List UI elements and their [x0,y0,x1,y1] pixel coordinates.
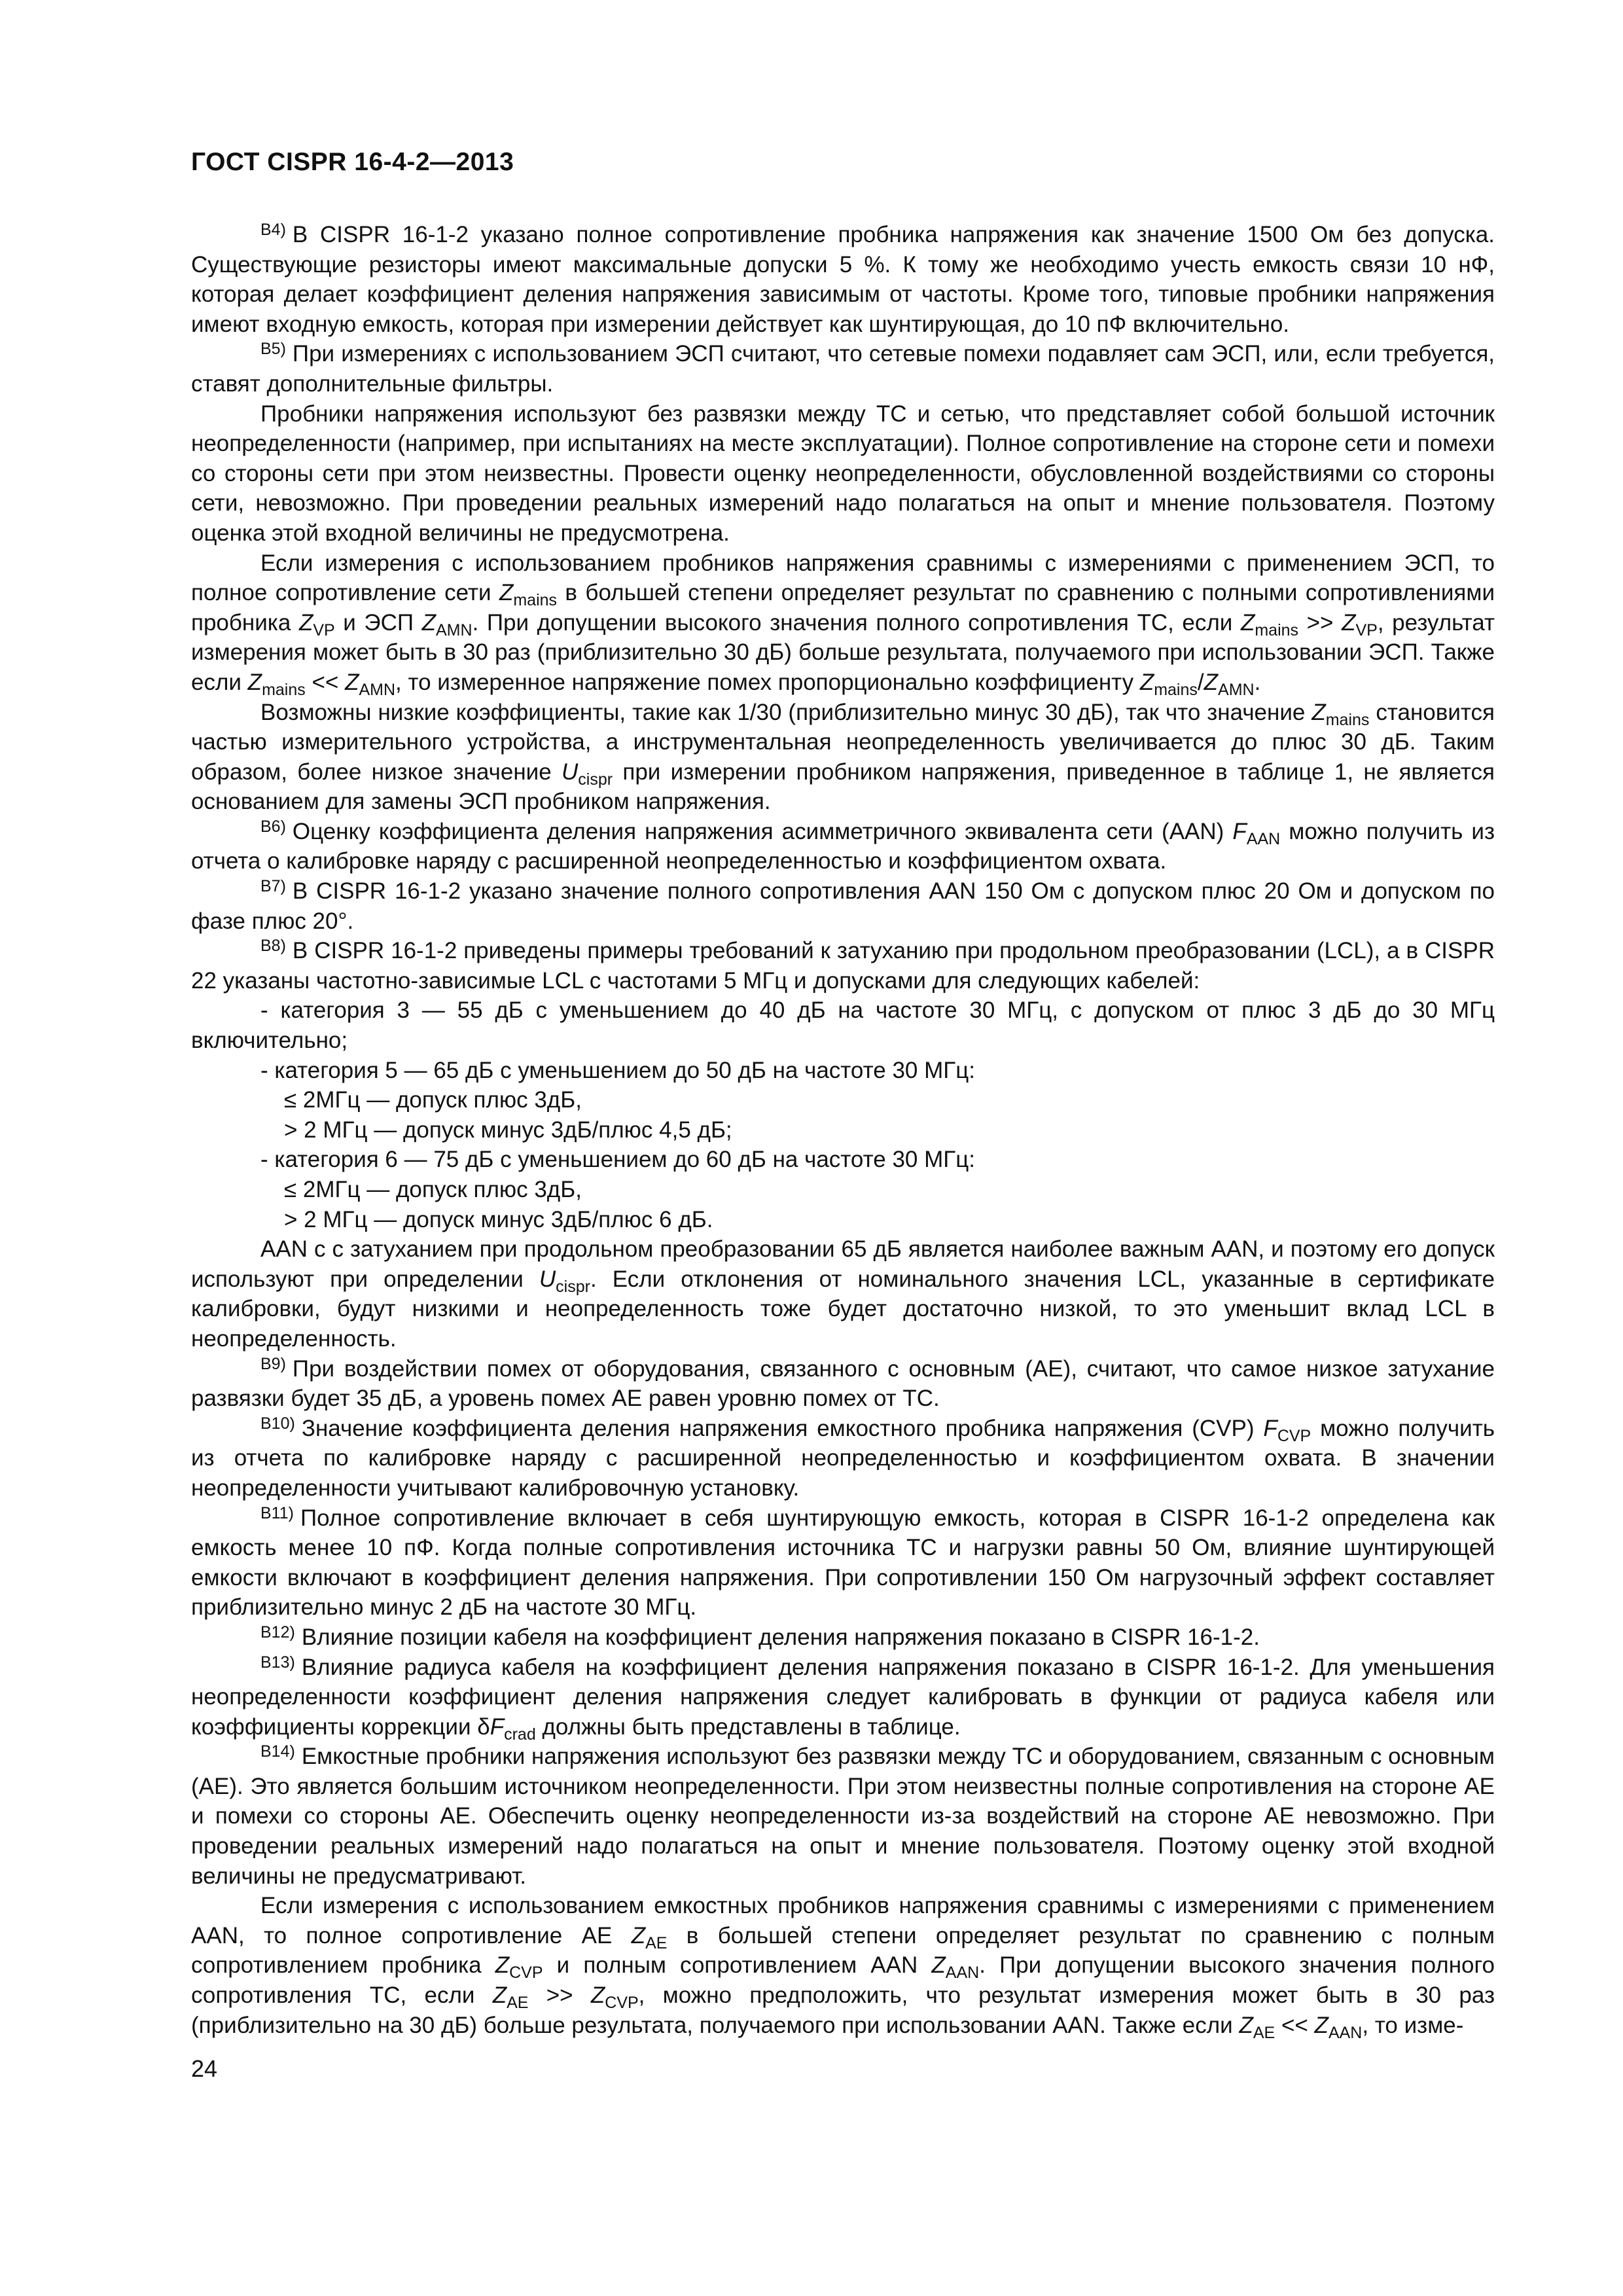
note-b6: $^{В6)}$ Оценку коэффициента деления напряжения асимметричного эквивалента сети (AAN) $F_{AAN}$ можно получить из отчета о калибровке наряду с расширенной неопределенностью и коэффициентом охвата. [191,817,1495,874]
document-header: ГОСТ CISPR 16-4-2—2013 [191,148,514,176]
footnote-marker: В11) [260,1503,294,1522]
footnote-marker: В5) [260,340,286,359]
note-b4 [191,220,1495,339]
list-subitem: > 2 МГц — допуск минус 3дБ/плюс 4,5 дБ; [284,1117,732,1143]
list-subitem: ≤ 2МГц — допуск плюс 3дБ, [284,1087,582,1113]
list-subitem: > 2 МГц — допуск минус 3дБ/плюс 6 дБ. [284,1206,713,1232]
footnote-marker: В10) [260,1414,295,1433]
note-b14: $^{В14)}$ Емкостные пробники напряжения используют без развязки между ТС и оборудованием, связанным с основным (АЕ). Это является большим источником неопределенности. При этом неизвестны полные сопротивления на стороне АЕ и помехи со стороны АЕ. Обеспечить оценку неопределенности из-за воздействий на стороне АЕ невозможно. При проведении реальных измерений надо полагаться на опыт и мнение пользователя. Поэтому оценку этой входной величины не предусматривают. [191,1742,1495,1889]
note-b11: $^{В11)}$ Полное сопротивление включает в себя шунтирующую емкость, которая в CISPR 16-1-2 определена как емкость менее 10 пФ. Когда полные сопротивления источника ТС и нагрузки равны 50 Ом, влияние шунтирующей емкости включают в коэффициент деления напряжения. При сопротивлении 150 Ом нагрузочный эффект составляет приблизительно минус 2 дБ на частоте 30 МГц. [191,1503,1495,1621]
page-number: 24 [191,2055,218,2082]
footnote-marker: В6) [260,817,286,836]
document-body [191,220,1495,2040]
note-b13: $^{В13)}$ Влияние радиуса кабеля на коэффициент деления напряжения показано в CISPR 16-1-2. Для уменьшения неопределенности коэффициент деления напряжения следует калибровать в функции от радиуса кабеля или коэффициенты коррекции $\delta F_{crad}$ должны быть представлены в таблице. [191,1653,1495,1744]
footnote-marker: В9) [260,1354,286,1373]
note-b9: $^{В9)}$ При воздействии помех от оборудования, связанного с основным (АЕ), считают, что самое низкое затухание развязки будет 35 дБ, а уровень помех АЕ равен уровню помех от ТС. [191,1354,1495,1412]
paragraph-compare: Если измерения с использованием пробников напряжения сравнимы с измерениями с применением ЭСП, то полное сопротивление сети $Z_{mains}$ в большей степени определяет результат по сравнению с полными сопротивлениями пробника $Z_{VP}$ и ЭСП $Z_{AMN}$. При допущении высокого значения полного сопротивления ТС, если $Z_{mains} >> Z_{VP}$, результат измерения может быть в 30 раз (приблизительно 30 дБ) больше результата, получаемого при использовании ЭСП. Также если $Z_{mains} << Z_{AMN}$, то измеренное напряжение помех пропорционально коэффициенту $Z_{mains}/Z_{AMN}$. [191,550,1495,699]
footnote-marker: В14) [260,1742,295,1761]
note-b10: $^{В10)}$ Значение коэффициента деления напряжения емкостного пробника напряжения (CVP) $F_{CVP}$ можно получить из отчета по калибровке наряду с расширенной неопределенностью и коэффициентом охвата. В значении неопределенности учитывают калибровочную установку. [191,1414,1495,1501]
footnote-marker: В12) [260,1623,295,1641]
paragraph-last: Если измерения с использованием емкостных пробников напряжения сравнимы с измерениями с применением AAN, то полное сопротивление АЕ $Z_{AE}$ в большей степени определяет результат по сравнению с полным сопротивлением пробника $Z_{CVP}$ и полным сопротивлением AAN $Z_{AAN}$. При допущении высокого значения полного сопротивления ТС, если $Z_{AE} >> Z_{CVP}$, можно предположить, что результат измерения может быть в 30 раз (приблизительно на 30 дБ) больше результата, получаемого при использовании AAN. Также если $Z_{AE} << Z_{AAN}$, то изме- [191,1893,1495,2042]
note-b8: $^{В8)}$ В CISPR 16-1-2 приведены примеры требований к затуханию при продольном преобразовании (LCL), а в CISPR 22 указаны частотно-зависимые LCL с частотами 5 МГц и допусками для следующих кабелей: [191,937,1495,994]
note-b7: $^{В7)}$ В CISPR 16-1-2 указано значение полного сопротивления AAN 150 Ом с допуском плюс 20 Ом и допуском по фазе плюс 20°. [191,877,1495,934]
paragraph-coefficients: Возможны низкие коэффициенты, такие как 1/30 (приблизительно минус 30 дБ), так что значение $Z_{mains}$ становится частью измерительного устройства, а инструментальная неопределенность увеличивается до плюс 30 дБ. Таким образом, более низкое значение $U_{cispr}$ при измерении пробником напряжения, приведенное в таблице 1, не является основанием для замены ЭСП пробником напряжения. [191,699,1495,815]
footnote-marker: В8) [260,937,286,956]
footnote-marker: В13) [260,1653,295,1672]
note-b5 [191,339,1495,399]
list-item-category-6: - категория 6 — 75 дБ с уменьшением до 60 дБ на частоте 30 МГц: [260,1147,975,1173]
paragraph-probes: Пробники напряжения используют без развязки между ТС и сетью, что представляет собой большой источник неопределенности (например, при испытаниях на месте эксплуатации). Полное сопротивление на стороне сети и помехи со стороны сети при этом неизвестны. Провести оценку неопределенности, обусловленной воздействиями со стороны сети, невозможно. При проведении реальных измерений надо полагаться на опыт и мнение пользователя. Поэтому оценка этой входной величины не предусмотрена. [191,401,1495,546]
list-item-category-3: - категория 3 — 55 дБ с уменьшением до 40 дБ на частоте 30 МГц, с допуском от плюс 3 дБ до 30 МГц включительно; [191,997,1495,1054]
list-subitem: ≤ 2МГц — допуск плюс 3дБ, [284,1177,582,1202]
footnote-marker: В7) [260,877,286,896]
paragraph-text: В CISPR 16-1-2 указано полное сопротивление пробника напряжения как значение 1500 Ом без допуска. Существующие резисторы имеют максимальные допуски 5 %. К тому же необходимо учесть емкость связи 10 нФ, которая делает коэффициент деления напряжения зависимым от частоты. Кроме того, типовые пробники напряжения имеют входную емкость, которая при измерении действует как шунтирующая, до 10 пФ включительно. [191,222,1495,337]
paragraph-aan: AAN с с затуханием при продольном преобразовании 65 дБ является наиболее важным AAN, и поэтому его допуск используют при определении $U_{cispr}$. Если отклонения от номинального значения LCL, указанные в сертификате калибровки, будут низкими и неопределенность тоже будет достаточно низкой, то это уменьшит вклад LCL в неопределенность. [191,1236,1495,1352]
list-item-category-5: - категория 5 — 65 дБ с уменьшением до 50 дБ на частоте 30 МГц: [260,1057,975,1083]
paragraph-text: При измерениях с использованием ЭСП считают, что сетевые помехи подавляет сам ЭСП, или, если требуется, ставят дополнительные фильтры. [191,341,1495,397]
footnote-marker: В4) [260,221,286,239]
note-b12: $^{В12)}$ Влияние позиции кабеля на коэффициент деления напряжения показано в CISPR 16-1-2. [260,1623,1260,1650]
